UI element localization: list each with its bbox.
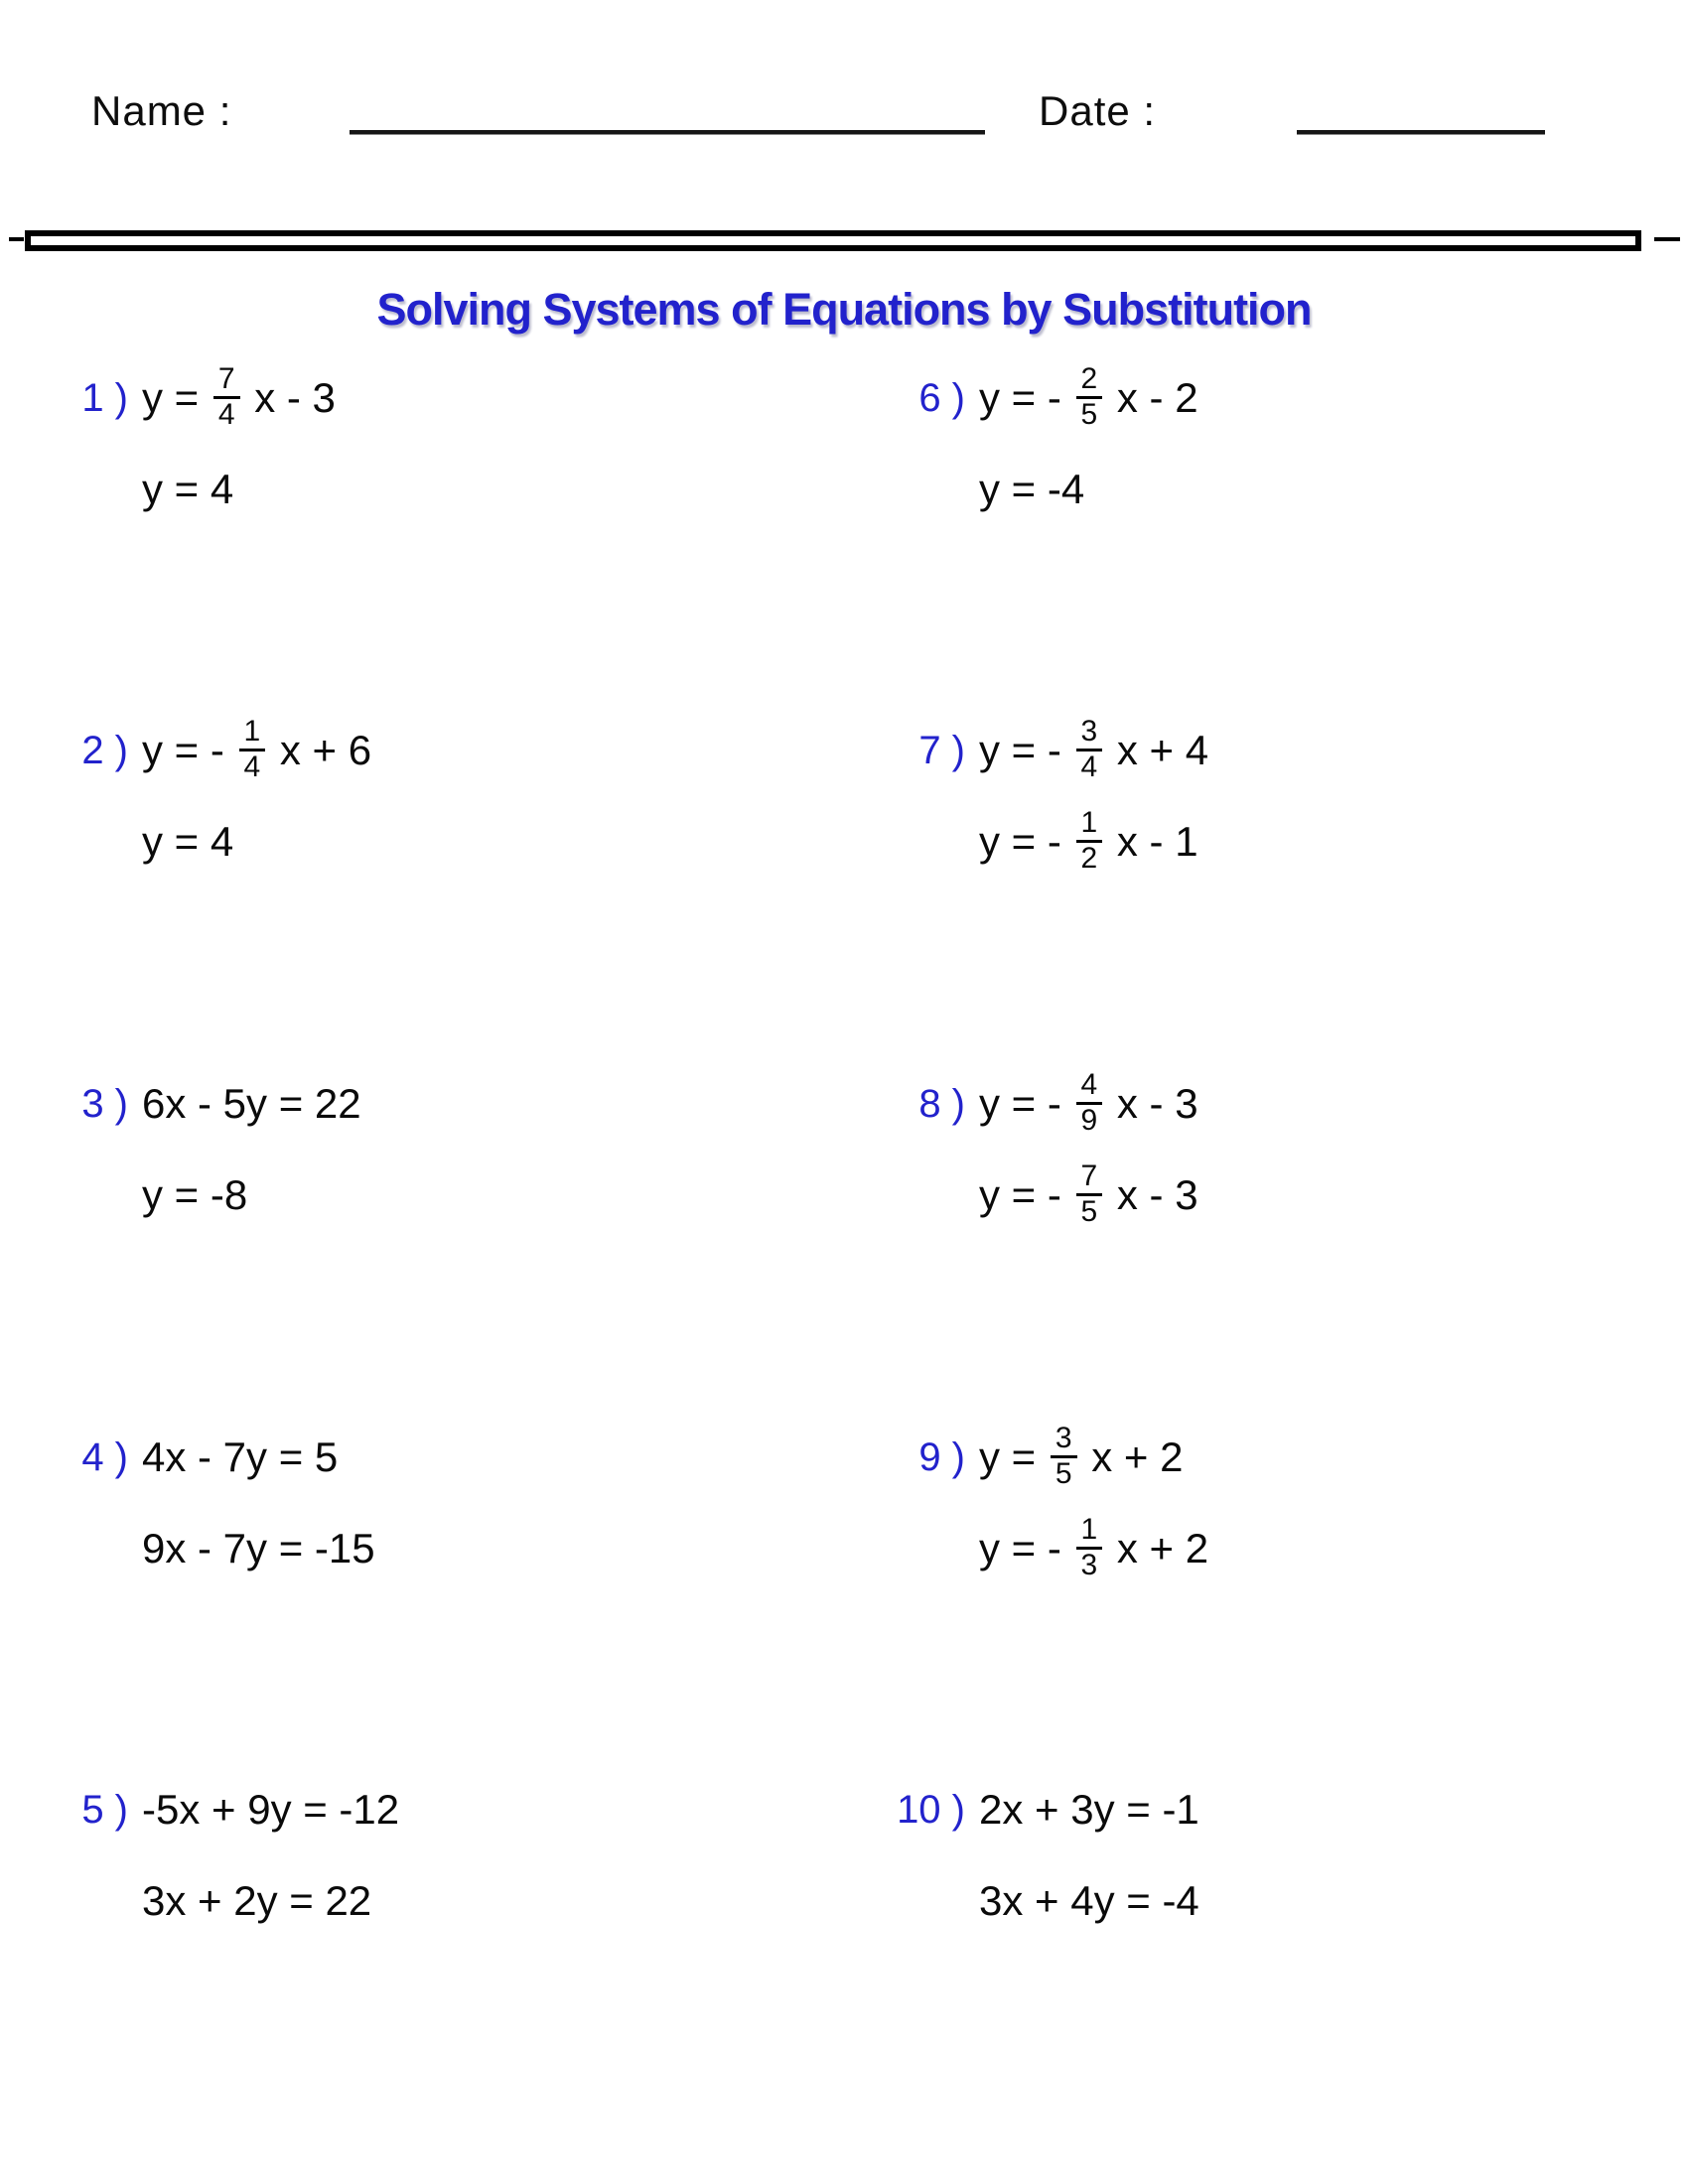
equation-1: [979, 362, 1198, 431]
fraction-denominator: 5: [1076, 1193, 1103, 1227]
equation-1: [979, 715, 1209, 783]
fraction-denominator: 2: [1076, 840, 1103, 874]
equation-1: [142, 362, 336, 431]
divider-left-dash: [9, 237, 24, 241]
equation-text: x - 1: [1105, 818, 1198, 865]
problem-number: 10 ): [897, 1787, 965, 1832]
problem-9: [906, 1422, 1209, 1581]
fraction-denominator: 4: [239, 749, 266, 782]
problem-number: 8 ): [918, 1081, 965, 1126]
problem-1: [81, 362, 336, 521]
fraction: [1076, 1070, 1103, 1136]
equation-text: y = -8: [142, 1171, 248, 1218]
equation-text: y = -: [979, 818, 1073, 865]
equation-text: y = -4: [979, 466, 1085, 512]
equation-1: [142, 715, 372, 783]
problem-3: [81, 1072, 361, 1227]
name-blank-line: [350, 130, 985, 135]
problem-8: [906, 1068, 1198, 1228]
equation-2: [142, 810, 371, 874]
equation-text: x + 2: [1079, 1433, 1184, 1480]
problem-number: 6 ): [918, 375, 965, 420]
problem-number: 7 ): [918, 728, 965, 772]
problem-number: 1 ): [81, 375, 128, 420]
fraction-numerator: 2: [1080, 362, 1098, 395]
equation-2: [979, 458, 1198, 521]
fraction-numerator: 4: [1080, 1068, 1098, 1101]
equation-2: [142, 458, 336, 521]
fraction-numerator: 3: [1080, 715, 1098, 748]
equation-2: [142, 1163, 361, 1227]
equation-2: [142, 1869, 399, 1933]
equation-1: [979, 1422, 1208, 1490]
problem-number: 9 ): [918, 1434, 965, 1479]
equation-text: y =: [979, 1433, 1048, 1480]
divider-right-dash: [1654, 237, 1680, 241]
fraction: [1076, 808, 1103, 874]
equation-text: y = -: [979, 374, 1073, 421]
equation-text: x - 3: [1105, 1171, 1198, 1218]
equation-2: [142, 1517, 375, 1580]
equation-text: y = -: [979, 727, 1073, 773]
fraction: [1076, 1161, 1103, 1227]
equation-stack: [142, 715, 372, 874]
fraction-numerator: 1: [1080, 806, 1098, 839]
equation-text: 2x + 3y = -1: [979, 1786, 1199, 1833]
problem-4: [81, 1426, 375, 1580]
equation-text: y = 4: [142, 818, 234, 865]
fraction: [1051, 1424, 1077, 1489]
equation-text: 4x - 7y = 5: [142, 1433, 339, 1480]
problem-number: 4 ): [81, 1434, 128, 1479]
problem-5: [81, 1778, 400, 1933]
equation-1: [142, 1778, 399, 1842]
equation-2: [979, 1160, 1198, 1228]
equation-stack: [979, 1422, 1209, 1581]
fraction-numerator: 3: [1055, 1422, 1072, 1454]
problem-2: [81, 715, 372, 874]
equation-1: [979, 1068, 1198, 1137]
equation-1: [979, 1778, 1199, 1842]
equation-text: y = -: [979, 1525, 1073, 1571]
fraction-numerator: 1: [243, 715, 261, 748]
fraction-numerator: 7: [1080, 1160, 1098, 1192]
date-label: Date :: [1039, 87, 1157, 134]
fraction: [1076, 364, 1103, 430]
fraction: [1076, 1515, 1103, 1580]
fraction: [1076, 717, 1103, 782]
problem-number: 5 ): [81, 1787, 128, 1832]
fraction-denominator: 4: [1076, 749, 1103, 782]
worksheet-title: Solving Systems of Equations by Substitution: [376, 284, 1312, 336]
equation-text: -5x + 9y = -12: [142, 1786, 400, 1833]
equation-text: 9x - 7y = -15: [142, 1525, 375, 1571]
fraction-denominator: 9: [1076, 1102, 1103, 1136]
fraction-numerator: 1: [1080, 1513, 1098, 1546]
equation-2: [979, 806, 1208, 875]
equation-text: 3x + 4y = -4: [979, 1877, 1199, 1924]
equation-text: x - 2: [1105, 374, 1198, 421]
equation-text: x - 3: [242, 374, 336, 421]
fraction: [239, 717, 266, 782]
equation-text: y = -: [979, 1080, 1073, 1127]
equation-text: x - 3: [1105, 1080, 1198, 1127]
equation-stack: [979, 1778, 1199, 1933]
equation-stack: [979, 715, 1209, 875]
fraction: [213, 364, 240, 430]
equation-stack: [142, 1778, 399, 1933]
equation-stack: [142, 362, 336, 521]
problem-number: 3 ): [81, 1081, 128, 1126]
equation-stack: [142, 1072, 361, 1227]
fraction-denominator: 5: [1076, 396, 1103, 430]
fraction-denominator: 3: [1076, 1547, 1103, 1580]
equation-text: x + 2: [1105, 1525, 1209, 1571]
equation-stack: [979, 362, 1198, 521]
equation-2: [979, 1513, 1209, 1581]
fraction-denominator: 4: [213, 396, 240, 430]
equation-text: y = 4: [142, 466, 234, 512]
fraction-denominator: 5: [1051, 1455, 1077, 1489]
equation-stack: [142, 1426, 375, 1580]
name-label: Name :: [91, 87, 232, 134]
equation-text: x + 6: [268, 727, 372, 773]
problem-7: [906, 715, 1209, 875]
equation-text: x + 4: [1105, 727, 1209, 773]
fraction-numerator: 7: [217, 362, 235, 395]
equation-text: y =: [142, 374, 211, 421]
problem-10: [897, 1778, 1199, 1933]
divider-bar: [25, 230, 1641, 251]
equation-text: 6x - 5y = 22: [142, 1080, 361, 1127]
problem-6: [906, 362, 1198, 521]
equation-2: [979, 1869, 1199, 1933]
equation-text: y = -: [142, 727, 236, 773]
equation-1: [142, 1072, 361, 1136]
equation-stack: [979, 1068, 1198, 1228]
equation-text: y = -: [979, 1171, 1073, 1218]
equation-1: [142, 1426, 375, 1489]
equation-text: 3x + 2y = 22: [142, 1877, 372, 1924]
date-blank-line: [1297, 130, 1545, 135]
problem-number: 2 ): [81, 728, 128, 772]
